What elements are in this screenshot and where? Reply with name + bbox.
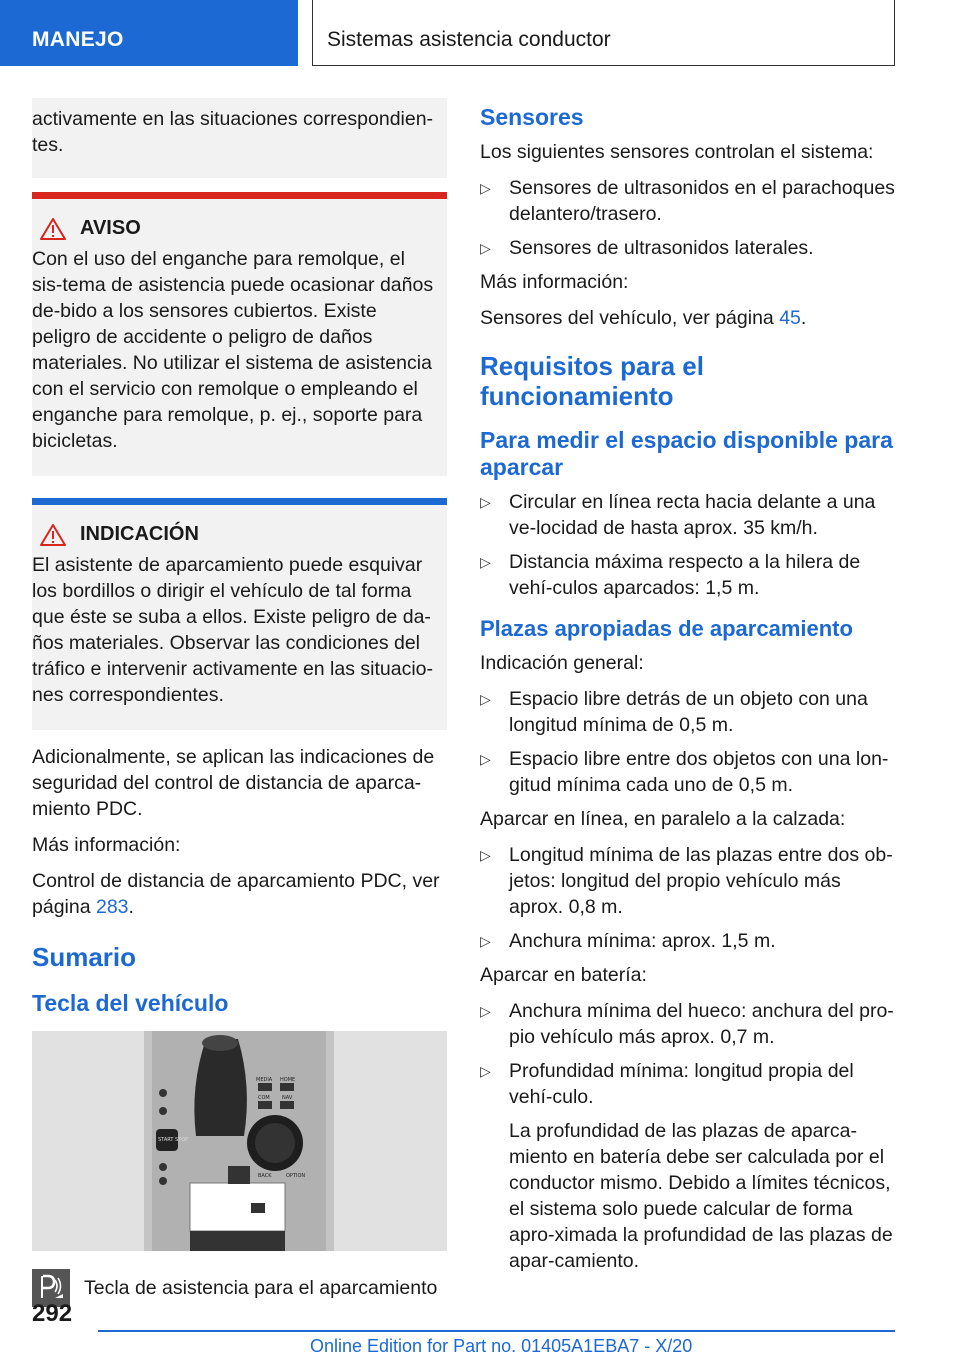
warning-triangle-icon [40,524,66,546]
list-item: ▷ Espacio libre detrás de un objeto con una longitud mínima de 0,5 m. [480,686,895,738]
heading-medir-espacio: Para medir el espacio disponible para aparcar [480,427,893,480]
aviso-text: Con el uso del enganche para remolque, el sis-tema de asistencia puede ocasionar daños de-bido a los sensores cubiertos. Existe peligro de accidente o peligro de daños materiales. No utilizar el sistema de asistencia con el servicio con remolque o empleando el enganche para remolque, p. ej., soporte para bicicletas. [32,248,434,452]
page-number: 292 [32,1300,73,1327]
list-item: ▷ Profundidad mínima: longitud propia del vehí-culo. [480,1058,895,1110]
page-link-283[interactable]: 283 [95,896,129,918]
page-link-45[interactable]: 45 [779,307,801,329]
sensores-list [480,175,895,261]
list-item: ▷ Espacio libre entre dos objetos con una lon-gitud mínima cada uno de 0,5 m. [480,746,895,798]
pdc-reference: Control de distancia de aparcamiento PDC, ver página 283. [32,870,440,918]
pdc-safety-text: Adicionalmente, se aplican las indicaciones de seguridad del control de distancia de aparca-miento PDC. [32,746,435,820]
general-list [480,686,895,798]
section-title: Sistemas asistencia conductor [312,0,895,66]
list-item: ▷ Sensores de ultrasonidos laterales. [480,235,895,261]
svg-text:NAV: NAV [282,1095,293,1101]
edition-footer: Online Edition for Part no. 01405A1EBA7 - X/20 [310,1336,693,1356]
sensores-intro: Los siguientes sensores controlan el sistema: [480,141,874,163]
caption-text: Tecla de asistencia para el aparcamiento [84,1276,438,1299]
heading-tecla-vehiculo: Tecla del vehículo [32,990,229,1016]
continued-notice [32,98,447,178]
svg-text:OPTION: OPTION [286,1173,306,1179]
left-column [32,98,447,1307]
indicacion-box [32,498,447,730]
svg-text:COM: COM [258,1095,270,1101]
chapter-tab: MANEJO [0,0,298,66]
linea-label: Aparcar en línea, en paralelo a la calzada: [480,808,846,830]
list-item: ▷ Anchura mínima del hueco: anchura del pro-pio vehículo más aprox. 0,7 m. [480,998,895,1050]
svg-text:HOME: HOME [280,1077,296,1083]
list-item: ▷ Longitud mínima de las plazas entre dos ob-jetos: longitud del propio vehículo más aprox. 0,8 m. [480,842,895,920]
more-info-label: Más información: [480,271,629,293]
heading-plazas: Plazas apropiadas de aparcamiento [480,616,853,641]
list-item: ▷ Sensores de ultrasonidos en el parachoques delantero/trasero. [480,175,895,227]
list-item: ▷ Anchura mínima: aprox. 1,5 m. [480,928,895,954]
center-console-photo [32,1031,447,1251]
svg-text:MEDIA: MEDIA [256,1077,273,1083]
bateria-list [480,998,895,1110]
indicacion-title: INDICACIÓN [80,523,199,545]
bateria-note: La profundidad de las plazas de aparca-miento en batería debe ser calculada por el conductor mismo. Debido a límites técnicos, el sistema solo puede calcular de forma apro-ximada la profundidad de las plazas de apar-camiento. [509,1120,893,1272]
aviso-box [32,192,447,476]
console-illustration [32,1031,447,1251]
bateria-label: Aparcar en batería: [480,964,647,986]
more-info-label: Más información: [32,834,181,856]
photo-caption [32,1269,447,1307]
footer-divider [98,1330,895,1332]
heading-sensores: Sensores [480,104,584,130]
indicacion-text: El asistente de aparcamiento puede esquivar los bordillos o dirigir el vehículo de tal forma que éste se suba a ellos. Existe peligro de da-ños materiales. Observar las condiciones del tráfico e intervenir activamente en las situacio-nes correspondientes. [32,554,434,706]
linea-list [480,842,895,954]
warning-triangle-icon [40,218,66,240]
svg-text:START STOP: START STOP [158,1137,189,1143]
continued-text: activamente en las situaciones correspondien-tes. [32,108,434,156]
svg-text:BACK: BACK [258,1173,272,1179]
list-item: ▷ Distancia máxima respecto a la hilera de vehí-culos aparcados: 1,5 m. [480,549,895,601]
general-label: Indicación general: [480,652,644,674]
medir-list [480,489,895,601]
aviso-title: AVISO [80,217,141,239]
heading-sumario: Sumario [32,942,137,972]
sensores-reference: Sensores del vehículo, ver página 45. [480,307,807,329]
heading-requisitos: Requisitos para el funcionamiento [480,351,704,411]
list-item: ▷ Circular en línea recta hacia delante a una ve-locidad de hasta aprox. 35 km/h. [480,489,895,541]
right-column [480,98,895,1274]
